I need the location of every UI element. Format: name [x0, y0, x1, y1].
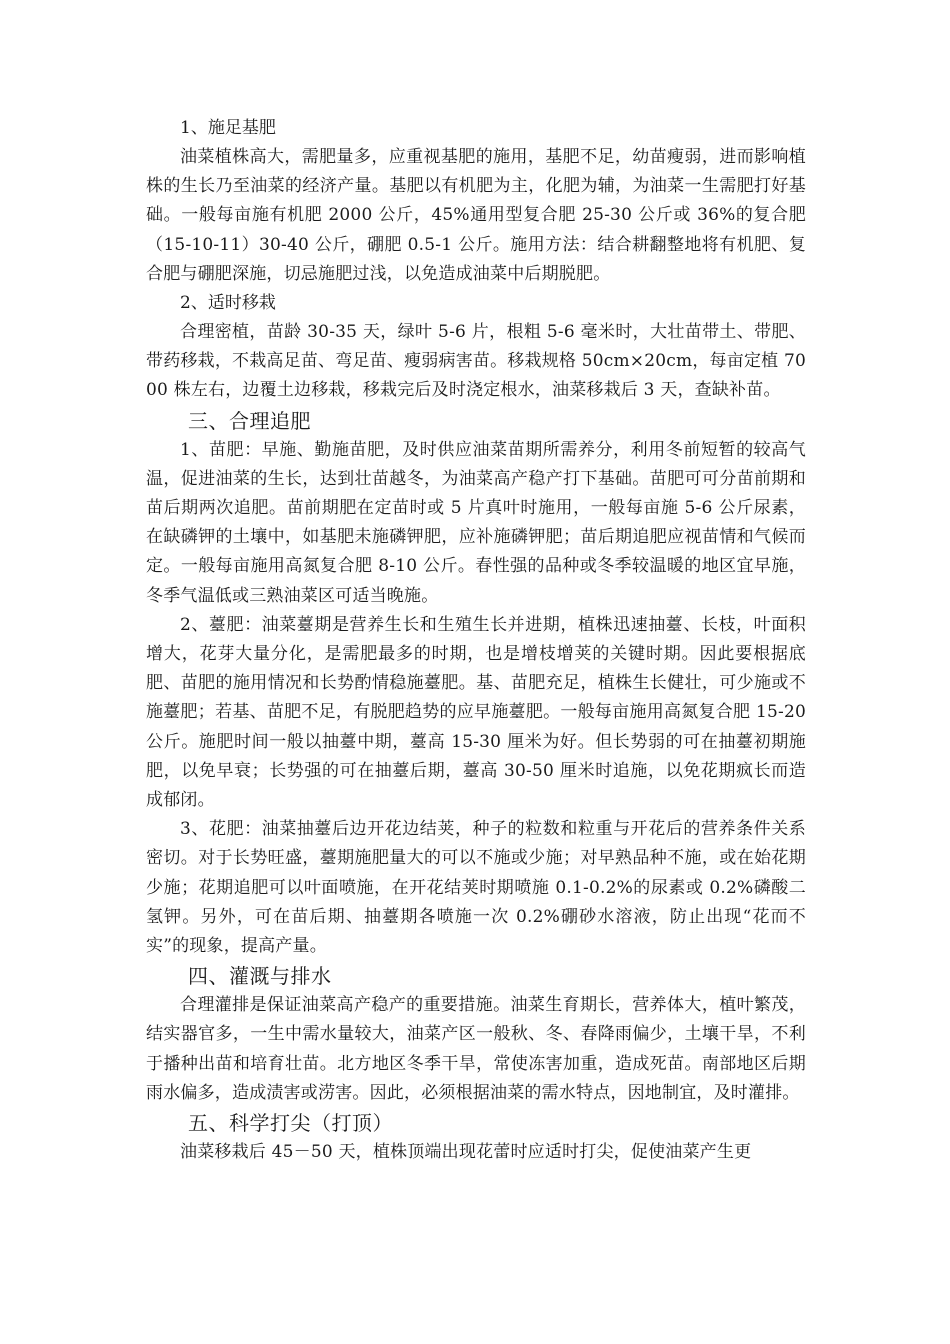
paragraph-base-fertilizer: 油菜植株高大，需肥量多，应重视基肥的施用，基肥不足，幼苗瘦弱，进而影响植株的生长乃至油菜的经济产量。基肥以有机肥为主，化肥为辅，为油菜一生需肥打好基础。一般每亩施有机肥 2000 公斤，45%通用型复合肥 25-30 公斤或 36%的复合肥（15-10-11）30-40 公斤，硼肥 0.5-1 公斤。施用方法：结合耕翻整地将有机肥、复合肥与硼肥深施，切忌施肥过浅，以免造成油菜中后期脱肥。 [146, 147, 806, 284]
paragraph-seedling-fertilizer: 1、苗肥：早施、勤施苗肥，及时供应油菜苗期所需养分，利用冬前短暂的较高气温，促进油菜的生长，达到壮苗越冬，为油菜高产稳产打下基础。苗肥可可分苗前期和苗后期两次追肥。苗前期肥在定苗时或 5 片真叶时施用，一般每亩施 5-6 公斤尿素，在缺磷钾的土壤中，如基肥未施磷钾肥，应补施磷钾肥；苗后期追肥应视苗情和气候而定。一般每亩施用高氮复合肥 8-10 公斤。春性强的品种或冬季较温暖的地区宜早施，冬季气温低或三熟油菜区可适当晚施。 [146, 439, 806, 606]
section-heading-top-dressing: 三、合理追肥 [188, 408, 311, 433]
paragraph-topping: 油菜移栽后 45－50 天，植株顶端出现花蕾时应适时打尖，促使油菜产生更 [180, 1142, 752, 1163]
subsection-title-transplanting: 2、适时移栽 [180, 293, 276, 314]
paragraph-flower-fertilizer: 3、花肥：油菜抽薹后边开花边结荚，种子的粒数和粒重与开花后的营养条件关系密切。对于长势旺盛，薹期施肥量大的可以不施或少施；对早熟品种不施，或在始花期少施；花期追肥可以叶面喷施，在开花结荚时期喷施 0.1-0.2%的尿素或 0.2%磷酸二氢钾。另外，可在苗后期、抽薹期各喷施一次 0.2%硼砂水溶液，防止出现“花而不实”的现象，提高产量。 [146, 819, 806, 957]
section-heading-topping: 五、科学打尖（打顶） [188, 1111, 393, 1136]
paragraph-transplanting: 合理密植，苗龄 30-35 天，绿叶 5-6 片，根粗 5-6 毫米时，大壮苗带土、带肥、带药移栽，不栽高足苗、弯足苗、瘦弱病害苗。移栽规格 50cm×20cm，每亩定植 7000 株左右，边覆土边移栽，移栽完后及时浇定根水，油菜移栽后 3 天，查缺补苗。 [146, 322, 806, 401]
subsection-title-base-fertilizer: 1、施足基肥 [180, 118, 276, 138]
paragraph-bolting-fertilizer: 2、薹肥：油菜薹期是营养生长和生殖生长并进期，植株迅速抽薹、长枝，叶面积增大，花芽大量分化，是需肥最多的时期，也是增枝增荚的关键时期。因此要根据底肥、苗肥的施用情况和长势酌情稳施薹肥。基、苗肥充足，植株生长健壮，可少施或不施薹肥；若基、苗肥不足，有脱肥趋势的应早施薹肥。一般每亩施用高氮复合肥 15-20 公斤。施肥时间一般以抽薹中期，薹高 15-30 厘米为好。但长势弱的可在抽薹初期施肥，以免早衰；长势强的可在抽薹后期，薹高 30-50 厘米时追施，以免花期疯长而造成郁闭。 [146, 614, 806, 811]
document-body [146, 114, 806, 1167]
section-heading-irrigation-drainage: 四、灌溉与排水 [188, 964, 332, 989]
paragraph-irrigation-drainage: 合理灌排是保证油菜高产稳产的重要措施。油菜生育期长，营养体大，植叶繁茂，结实器官多，一生中需水量较大，油菜产区一般秋、冬、春降雨偏少，土壤干旱，不利于播种出苗和培育壮苗。北方地区冬季干旱，常使冻害加重，造成死苗。南部地区后期雨水偏多，造成渍害或涝害。因此，必须根据油菜的需水特点，因地制宜，及时灌排。 [146, 995, 806, 1103]
